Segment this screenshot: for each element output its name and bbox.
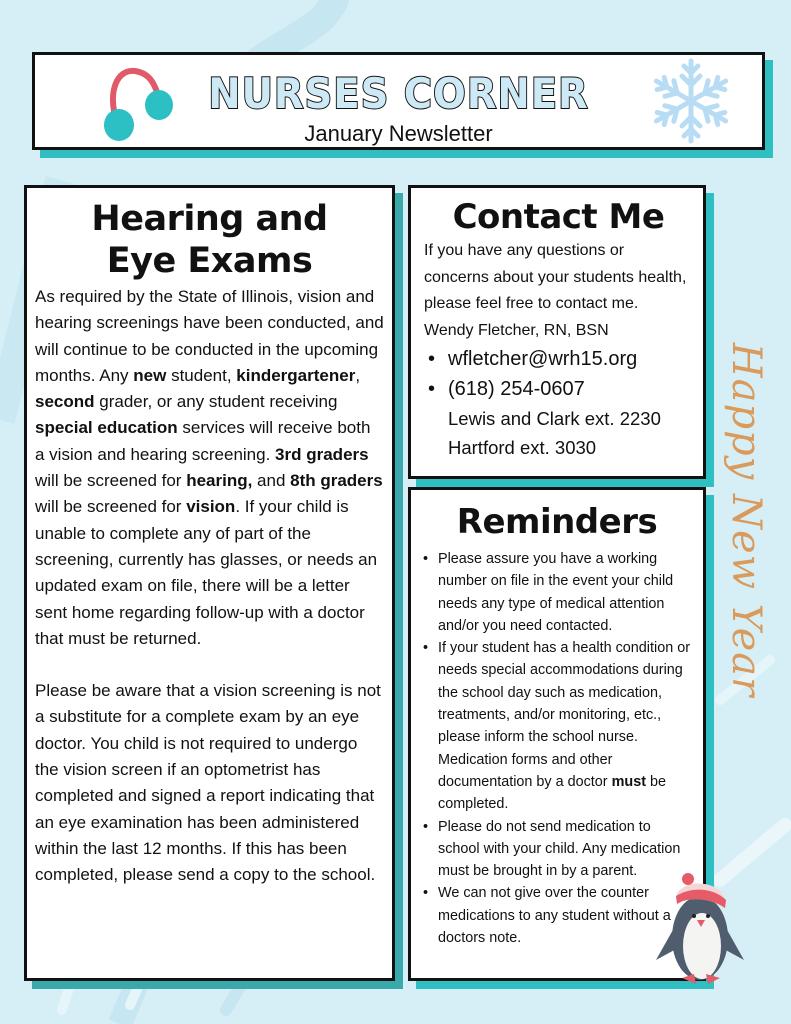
newsletter-header <box>32 52 765 150</box>
newsletter-title: NURSES CORNER <box>208 69 589 118</box>
emphasis-text: must <box>611 773 646 790</box>
emphasis-text: hearing, <box>186 471 253 491</box>
body-text: grader, or any student receiving <box>94 392 338 412</box>
snowflake-icon <box>647 57 735 145</box>
contact-intro: If you have any questions or concerns about your students health, please feel free to contact me. <box>424 242 687 312</box>
body-text: , <box>355 365 361 385</box>
body-text: student, <box>166 365 237 385</box>
hearing-title-line2: Eye Exams <box>106 241 313 281</box>
happy-new-year-script <box>706 342 786 698</box>
body-text: services will receive both a vision and hearing screening. <box>35 418 371 464</box>
emphasis-text: kindergartener <box>236 365 356 385</box>
contact-list <box>424 344 693 462</box>
emphasis-text: second <box>35 392 95 412</box>
happy-new-year-text: Happy New Year <box>723 342 769 698</box>
contact-card <box>408 185 706 479</box>
hearing-body <box>35 284 384 889</box>
body-text: If your student has a health condition or needs special accommodations during the school day such as medication, treatments, and/or monitoring, etc., please inform the school nurse. Medication forms and other documentation by a doctor <box>438 640 690 790</box>
contact-card-title: Contact Me <box>452 197 665 237</box>
body-text: be completed. <box>438 773 667 813</box>
hearing-paragraph-2: Please be aware that a vision screening is not a substitute for a complete exam by an eye doctor. You child is not required to undergo the vision screen if an optometrist has completed and signed a report indicating that an eye examination has been administered within the last 12 months. If this has been completed, please send a copy to the school. <box>35 681 381 885</box>
reminder-item <box>421 548 693 637</box>
reminder-item <box>421 637 693 815</box>
contact-name: Wendy Fletcher, RN, BSN <box>424 321 609 339</box>
contact-email-link[interactable]: • wfletcher@wrh15.org <box>424 344 693 374</box>
reminders-card-title: Reminders <box>456 502 658 542</box>
body-text: will be screened for <box>35 497 187 517</box>
contact-ext-hartford: Hartford ext. 3030 <box>448 437 597 458</box>
emphasis-text: vision <box>186 497 236 517</box>
body-text: will be screened for <box>35 471 187 491</box>
contact-phone[interactable]: • (618) 254-0607 <box>424 374 693 404</box>
penguin-icon <box>652 868 748 986</box>
body-text: Please do not send medication to school with your child. Any medication must be brought in by a parent. <box>438 818 681 880</box>
body-text: . If your child is unable to complete any of part of the screening, currently has glasses, or needs an updated exam on file, there will be a letter sent home regarding follow-up with a doctor that must be returned. <box>35 497 378 648</box>
emphasis-text: special education <box>35 418 178 438</box>
emphasis-text: new <box>133 365 167 385</box>
hearing-card-title <box>35 198 384 282</box>
body-text: and <box>252 471 291 491</box>
hearing-eye-exams-card <box>24 185 395 981</box>
hearing-title-line1: Hearing and <box>91 199 328 239</box>
emphasis-text: 3rd graders <box>275 444 369 464</box>
body-text: As required by the State of Illinois, vision and hearing screenings have been conducted, and will continue to be conducted in the upcoming months. Any <box>35 287 384 385</box>
body-text: Please assure you have a working number on file in the event your child needs any type of medical attention and/or you need contacted. <box>438 551 674 634</box>
contact-ext-lewis-clark: Lewis and Clark ext. 2230 <box>448 408 661 429</box>
emphasis-text: 8th graders <box>290 471 383 491</box>
newsletter-subtitle: January Newsletter <box>304 121 493 146</box>
body-text: We can not give over the counter medications to any student without a doctors note. <box>438 885 671 947</box>
hearing-paragraph-1 <box>35 284 384 652</box>
